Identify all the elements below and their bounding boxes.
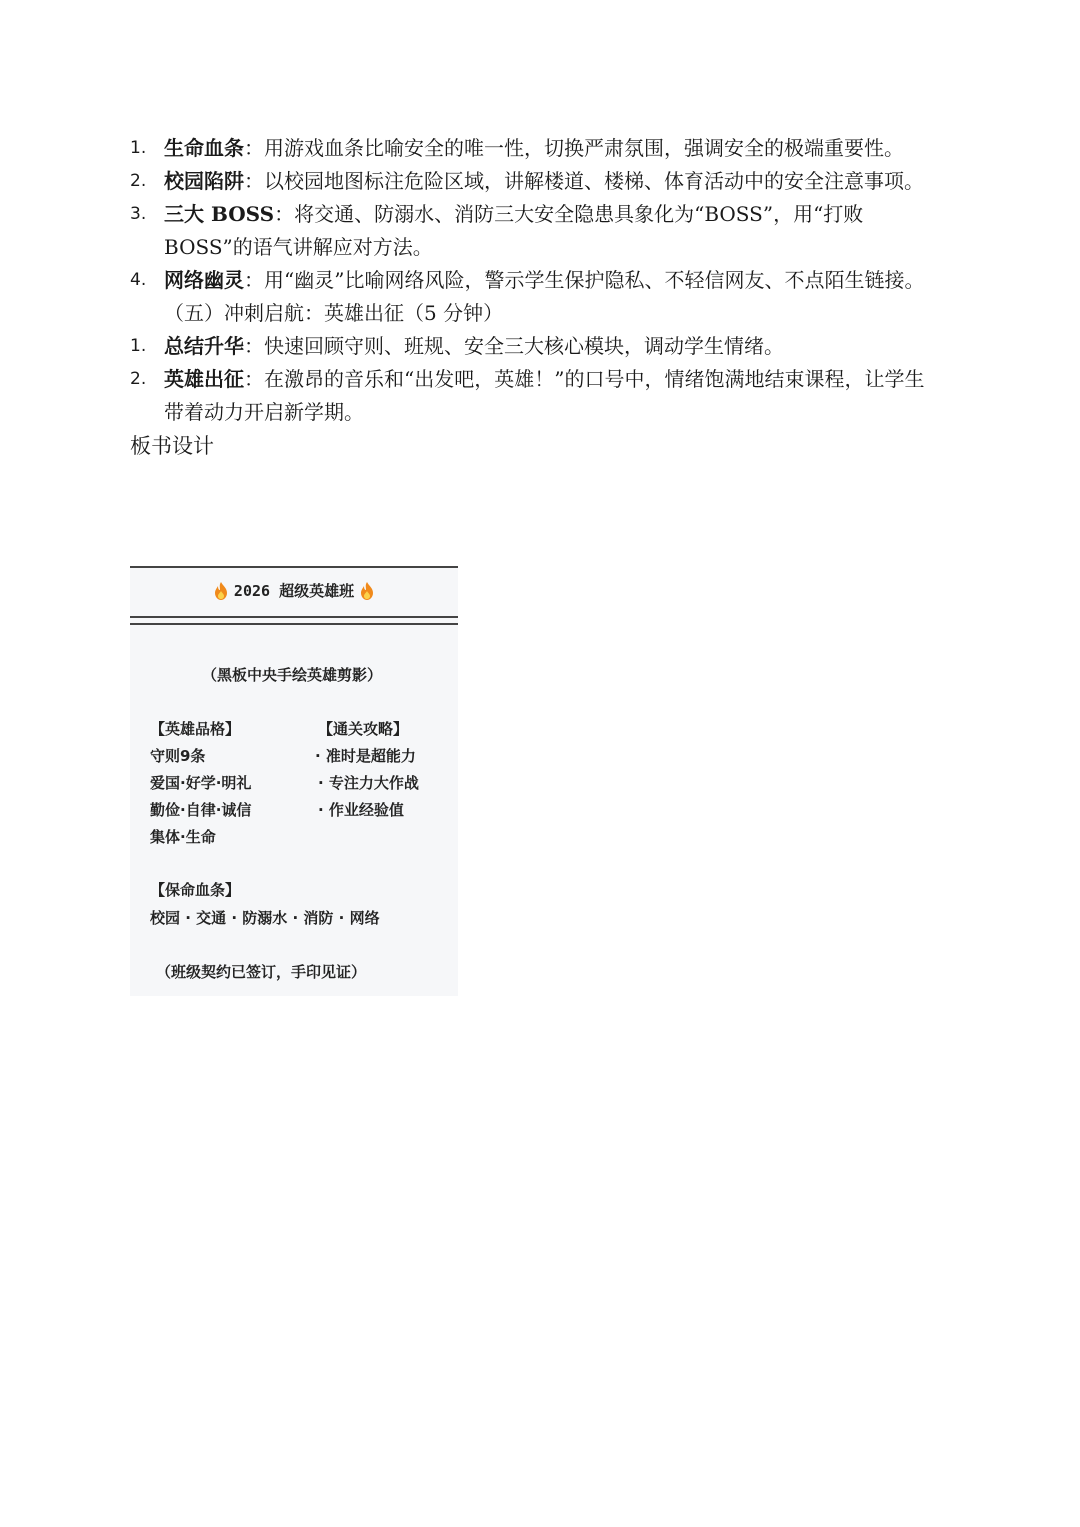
- left-line: 集体·生命: [150, 828, 216, 846]
- item-text: ：快速回顾守则、班规、安全三大核心模块，调动学生情绪。: [244, 334, 784, 358]
- list-item: [130, 363, 930, 429]
- board-title: 2026 超级英雄班: [233, 582, 355, 600]
- item-text: ：用游戏血条比喻安全的唯一性，切换严肃氛围，强调安全的极端重要性。: [244, 136, 904, 160]
- list-number: 1.: [130, 336, 147, 356]
- right-line: · 作业经验值: [318, 801, 404, 819]
- left-line: 爱国·好学·明礼: [150, 774, 252, 792]
- board-title-row: [130, 580, 458, 601]
- list-number: 3.: [130, 204, 147, 224]
- life-line: 校园 · 交通 · 防溺水 · 消防 · 网络: [150, 909, 380, 927]
- right-line: · 准时是超能力: [315, 747, 416, 765]
- item-text: ：在激昂的音乐和“出发吧，英雄！”的口号中，情绪饱满地结束课程，让学生带着动力开启新学期。: [164, 367, 925, 424]
- ordered-list-safety: [130, 132, 930, 297]
- item-text: ：将交通、防溺水、消防三大安全隐患具象化为“BOSS”，用“打败BOSS”的语气讲解应对方法。: [164, 202, 864, 259]
- fire-icon: [360, 582, 374, 600]
- list-item: [130, 132, 930, 165]
- list-number: 4.: [130, 270, 147, 290]
- left-line: 守则9条: [150, 747, 206, 765]
- item-text: ：以校园地图标注危险区域，讲解楼道、楼梯、体育活动中的安全注意事项。: [244, 169, 924, 193]
- item-lead: 校园陷阱: [164, 169, 244, 193]
- item-lead: 三大 BOSS: [164, 202, 275, 226]
- fire-icon: [214, 582, 228, 600]
- document-body: [130, 132, 930, 463]
- left-header: 【英雄品格】: [150, 720, 241, 738]
- life-header: 【保命血条】: [150, 881, 241, 899]
- item-lead: 英雄出征: [164, 367, 244, 391]
- item-lead: 网络幽灵: [164, 268, 244, 292]
- right-header: 【通关攻略】: [318, 720, 409, 738]
- list-number: 2.: [130, 369, 147, 389]
- list-number: 2.: [130, 171, 147, 191]
- item-lead: 总结升华: [164, 334, 244, 358]
- ordered-list-finale: [130, 330, 930, 429]
- right-line: · 专注力大作战: [318, 774, 419, 792]
- list-item: [130, 264, 930, 297]
- blackboard-design: [130, 566, 458, 996]
- list-item: [130, 165, 930, 198]
- list-item: [130, 198, 930, 264]
- list-item: [130, 330, 930, 363]
- double-divider: [130, 616, 458, 625]
- item-text: ：用“幽灵”比喻网络风险，警示学生保护隐私、不轻信网友、不点陌生链接。: [244, 268, 925, 292]
- list-number: 1.: [130, 138, 147, 158]
- center-note: （黑板中央手绘英雄剪影）: [202, 666, 383, 684]
- left-line: 勤俭·自律·诚信: [150, 801, 252, 819]
- board-design-heading: 板书设计: [130, 434, 214, 458]
- divider: [130, 566, 458, 568]
- section-heading: （五）冲刺启航：英雄出征（5 分钟）: [164, 301, 504, 325]
- item-lead: 生命血条: [164, 136, 244, 160]
- footer-note: （班级契约已签订，手印见证）: [156, 963, 367, 981]
